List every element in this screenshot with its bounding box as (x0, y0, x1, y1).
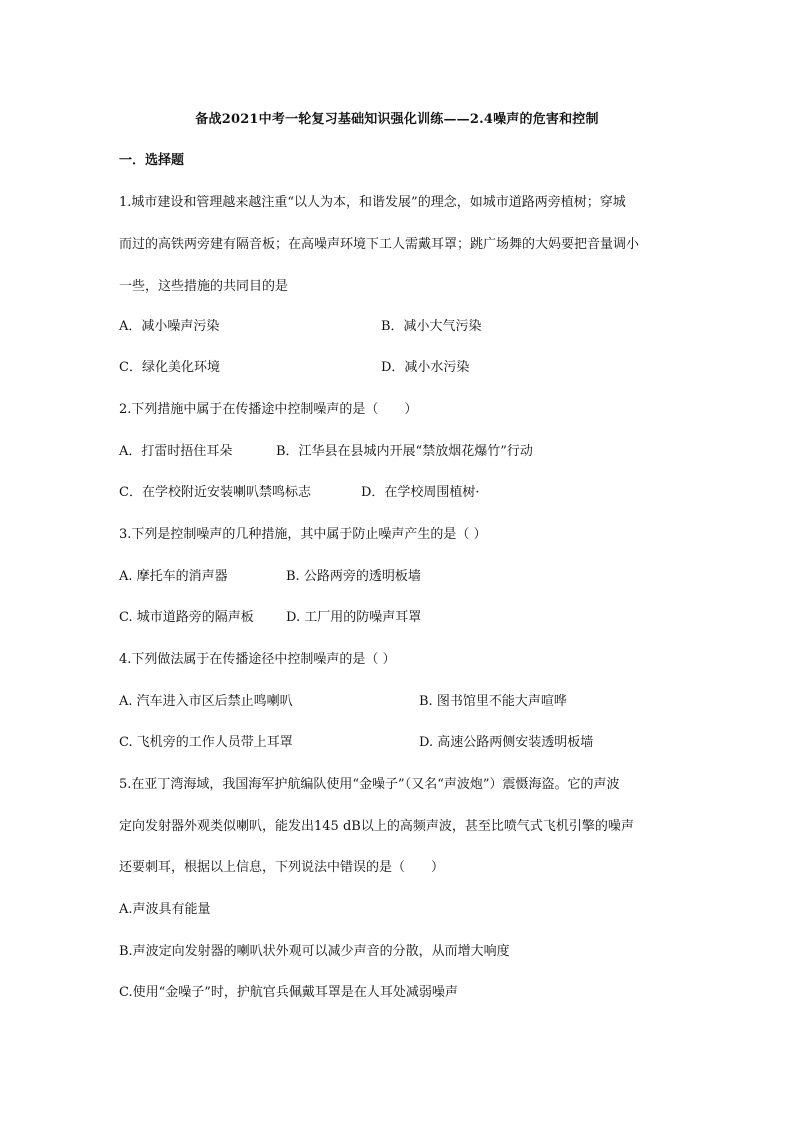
q1-option-d: D．减小水污染 (381, 360, 470, 375)
q1-stem-line2: 而过的高铁两旁建有隔音板；在高噪声环境下工人需戴耳罩；跳广场舞的大妈要把音量调小 (119, 237, 640, 252)
q1-option-b: B．减小大气污染 (381, 319, 482, 334)
q3-stem: 3.下列是控制噪声的几种措施，其中属于防止噪声产生的是（ ） (119, 527, 487, 542)
q2-option-c: C．在学校附近安装喇叭禁鸣标志 (119, 485, 311, 500)
q2-option-b: B．江华县在县城内开展“禁放烟花爆竹”行动 (276, 444, 533, 459)
q1-option-c: C．绿化美化环境 (119, 360, 220, 375)
q5-option-b: B.声波定向发射器的喇叭状外观可以减少声音的分散，从而增大响度 (119, 944, 510, 959)
q5-stem-line3: 还要刺耳，根据以上信息，下列说法中错误的是（ ） (119, 860, 445, 875)
q5-option-a: A.声波具有能量 (119, 902, 211, 917)
section-heading: 一．选择题 (119, 153, 185, 168)
document-title: 备战2021中考一轮复习基础知识强化训练——2.4噪声的危害和控制 (195, 112, 599, 127)
q4-option-b: B. 图书馆里不能大声喧哗 (419, 694, 567, 709)
q3-option-a: A. 摩托车的消声器 (119, 569, 228, 584)
q5-stem-line2: 定向发射器外观类似喇叭，能发出145 dB以上的高频声波，甚至比喷气式飞机引擎的噪声 (119, 819, 634, 834)
q3-option-b: B. 公路两旁的透明板墙 (286, 569, 421, 584)
q4-option-c: C. 飞机旁的工作人员带上耳罩 (119, 735, 293, 750)
q3-option-c: C. 城市道路旁的隔声板 (119, 610, 254, 625)
q1-option-a: A．减小噪声污染 (119, 319, 220, 334)
q2-option-d: D．在学校周围植树· (361, 485, 480, 500)
q4-option-a: A. 汽车进入市区后禁止鸣喇叭 (119, 694, 293, 709)
q4-stem: 4.下列做法属于在传播途径中控制噪声的是（ ） (119, 652, 396, 667)
q3-option-d: D. 工厂用的防噪声耳罩 (286, 610, 422, 625)
q2-option-a: A．打雷时捂住耳朵 (119, 444, 233, 459)
q1-stem-line3: 一些，这些措施的共同目的是 (119, 279, 289, 294)
q2-stem: 2.下列措施中属于在传播途中控制噪声的是（ ） (119, 402, 418, 417)
q4-option-d: D. 高速公路两侧安装透明板墙 (419, 735, 594, 750)
q5-option-c: C.使用“金噪子”时，护航官兵佩戴耳罩是在人耳处减弱噪声 (119, 985, 458, 1000)
q1-stem-line1: 1.城市建设和管理越来越注重“以人为本，和谐发展”的理念，如城市道路两旁植树；穿城 (119, 195, 626, 210)
q5-stem-line1: 5.在亚丁湾海域，我国海军护航编队使用“金噪子”（又名“声波炮”）震慑海盗。它的声波 (119, 777, 620, 792)
